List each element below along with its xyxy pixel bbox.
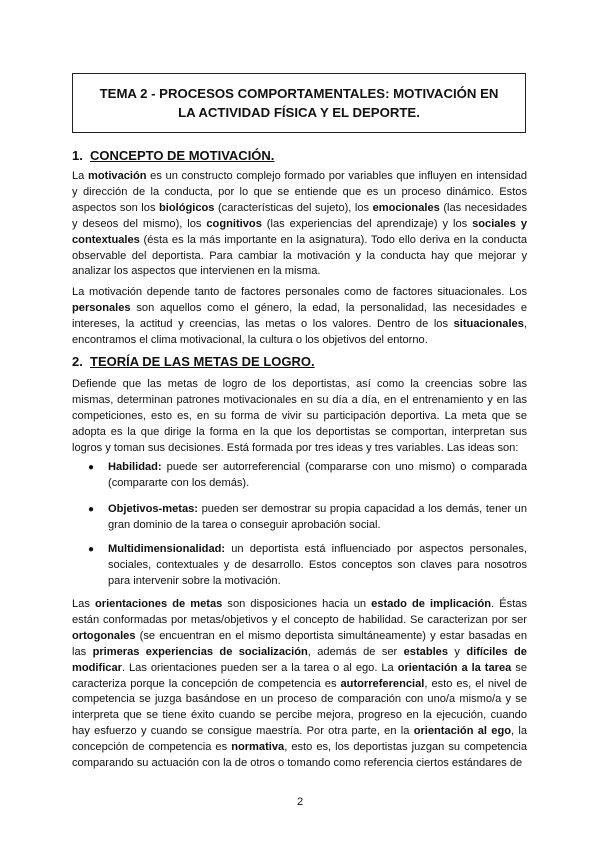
bold-term: estado de implicación [371, 598, 492, 610]
list-item-text: Objetivos-metas: pueden ser demostrar su propia capacidad a los demás, tener un gran dominio de la tarea o conseguir aprobación social. [108, 503, 527, 531]
title-line-2: LA ACTIVIDAD FÍSICA Y EL DEPORTE. [178, 105, 420, 120]
section-2-heading [72, 354, 315, 369]
bold-term: motivación [87, 170, 147, 182]
section-1-heading [72, 148, 274, 163]
bold-term: Multidimensionalidad: [108, 543, 226, 555]
bold-term: orientación al ego [413, 725, 511, 738]
bold-term: orientaciones de metas [94, 598, 223, 610]
bullet-icon: ● [88, 462, 95, 473]
bold-term: orientación a la tarea [397, 661, 512, 674]
bold-term: situacionales [453, 317, 524, 330]
bold-term: autorreferencial [340, 677, 425, 690]
section-2-paragraph-1: Defiende que las metas de logro de los deportistas, así como la creencias sobre las mismas, determinan patrones motivacionales en su día a día, en el entrenamiento y en las competiciones, esto es, en su forma de vivir su participación deportiva. La meta que se adopta es la que dirige la forma en la que los deportistas se comportan, interpretan sus logros y toman sus decisiones. Está formada por tres ideas y tres variables. Las ideas son: [72, 378, 527, 454]
title-line-1: TEMA 2 - PROCESOS COMPORTAMENTALES: MOTIVACIÓN EN [99, 86, 499, 101]
bold-term: cognitivos [206, 217, 262, 230]
bold-term: personales [72, 301, 131, 314]
section-1-paragraph-2: La motivación depende tanto de factores personales como de factores situacionales. Los personales son aquellos como el género, la edad, la personalidad, las necesidades e intereses, la actitud y creencias, las metas o los valores. Dentro de los situacionales, encontramos el clima motivacional, la cultura o los objetivos del entorno. [72, 286, 527, 346]
section-2-number: 2. [72, 354, 83, 369]
bold-term: Habilidad: [108, 461, 162, 473]
bold-term: Objetivos-metas: [108, 503, 199, 515]
list-item-multidimensionalidad [88, 542, 527, 590]
bullet-icon: ● [88, 504, 95, 515]
list-item-habilidad [88, 460, 527, 492]
bold-term: emocionales [372, 201, 440, 214]
list-item-text: Multidimensionalidad: un deportista está influenciado por aspectos personales, sociales, contextuales y de desarrollo. Estos conceptos son claves para nosotros para intervenir sobre la motivación. [108, 543, 527, 587]
title-box [72, 73, 526, 133]
bold-term: estables [403, 645, 449, 658]
bold-term: sociales y contextuales [72, 217, 527, 246]
bold-term: primeras experiencias de socialización [92, 645, 308, 658]
list-item-objetivos-metas [88, 502, 527, 534]
bold-term: ortogonales [72, 629, 136, 642]
section-2-title: TEORÍA DE LAS METAS DE LOGRO. [90, 354, 315, 369]
bold-term: difíciles de modificar [72, 645, 527, 674]
bold-term: normativa [231, 741, 285, 754]
section-1-number: 1. [72, 148, 83, 163]
list-item-text: Habilidad: puede ser autorreferencial (compararse con uno mismo) o comparada (compararte con los demás). [108, 461, 527, 489]
section-2-paragraph-2: Las orientaciones de metas son disposiciones hacia un estado de implicación. Éstas están conformadas por metas/objetivos y el concepto de habilidad. Se caracterizan por ser ortogonales (se encuentran en el mismo deportista simultáneamente) y estar basadas en las primeras experiencias de socialización, además de ser estables y difíciles de modificar. Las orientaciones pueden ser a la tarea o al ego. La orientación a la tarea se caracteriza porque la concepción de competencia es autorreferencial, esto es, el nivel de competencia se juzga basándose en un proceso de comparación con uno/a mismo/a y se interpreta que se tiene éxito cuando se percibe mejora, progreso en la ejecución, cuando hay esfuerzo y cuando se consigue maestría. Por otra parte, en la orientación al ego, la concepción de competencia es normativa, esto es, los deportistas juzgan su competencia comparando su actuación con la de otros o tomando como referencia ciertos estándares de [72, 598, 528, 770]
page-number: 2 [296, 796, 304, 808]
bullet-icon: ● [88, 544, 95, 555]
section-1-paragraph-1: La motivación es un constructo complejo formado por variables que influyen en intensidad y dirección de la conducta, por lo que se entiende que es un proceso dinámico. Estos aspectos son los biológicos (características del sujeto), los emocionales (las necesidades y deseos del mismo), los cognitivos (las experiencias del aprendizaje) y los sociales y contextuales (ésta es la más importante en la asignatura). Todo ello deriva en la conducta observable del deportista. Para cambiar la motivación y la conducta hay que mejorar y analizar los aspectos que intervienen en la misma. [72, 170, 528, 278]
section-1-title: CONCEPTO DE MOTIVACIÓN. [90, 148, 275, 163]
bold-term: biológicos [159, 201, 215, 214]
